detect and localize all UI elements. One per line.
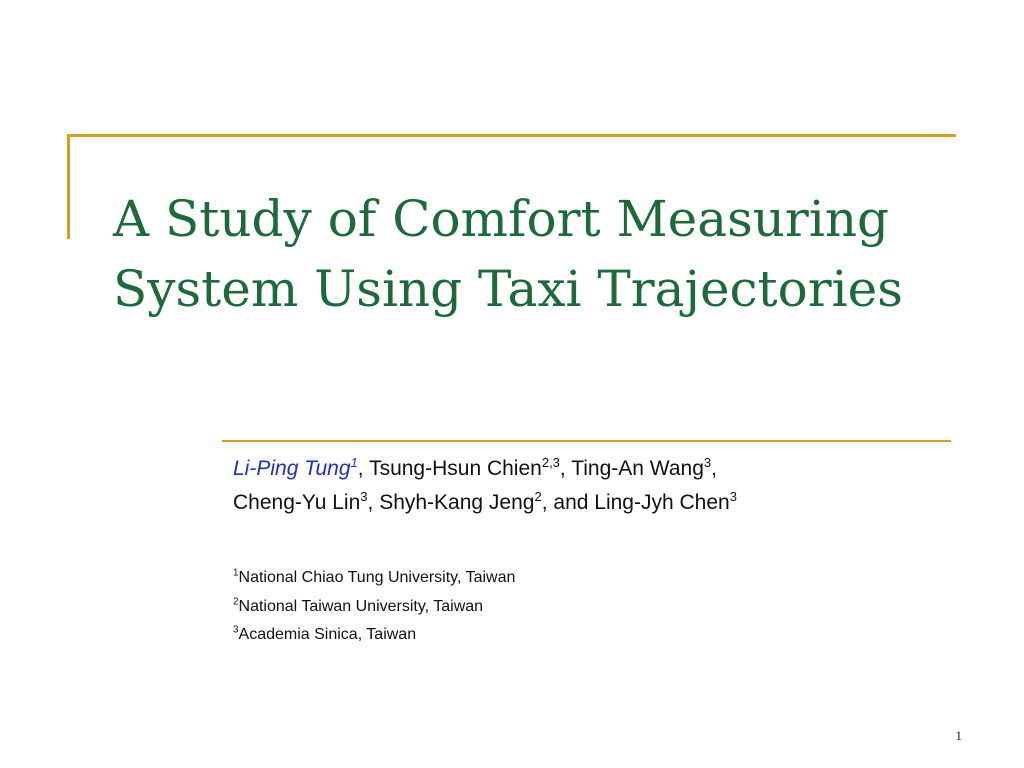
author-name: Ting-An Wang bbox=[571, 457, 704, 480]
page-number: 1 bbox=[955, 728, 962, 743]
author-name: Tsung-Hsun Chien bbox=[369, 457, 542, 480]
affiliation-name: National Taiwan University, Taiwan bbox=[238, 597, 484, 615]
affiliation-mark: 1 bbox=[233, 567, 239, 579]
author-separator: , bbox=[357, 457, 370, 480]
author-list bbox=[233, 452, 953, 520]
author-line-trailing: , bbox=[711, 457, 717, 480]
author-affiliation-mark: 3 bbox=[360, 489, 368, 504]
first-author-name: Li-Ping Tung bbox=[233, 457, 351, 480]
author-separator: , and bbox=[541, 491, 595, 514]
authors-rule bbox=[222, 440, 951, 442]
affiliation-item bbox=[233, 564, 933, 593]
affiliation-item bbox=[233, 621, 933, 650]
title-top-rule bbox=[67, 134, 956, 137]
slide-title bbox=[113, 184, 973, 324]
title-line-2: System Using Taxi Trajectories bbox=[113, 260, 903, 318]
author-line-2 bbox=[233, 486, 953, 520]
author-affiliation-mark: 3 bbox=[729, 489, 737, 504]
affiliation-list bbox=[233, 564, 933, 650]
author-affiliation-mark: 2 bbox=[534, 489, 542, 504]
affiliation-mark: 3 bbox=[233, 624, 239, 636]
title-line-1: A Study of Comfort Measuring bbox=[113, 190, 890, 248]
author-affiliation-mark: 2,3 bbox=[541, 455, 560, 470]
affiliation-mark: 2 bbox=[233, 596, 239, 608]
author-name: Shyh-Kang Jeng bbox=[379, 491, 535, 514]
author-affiliation-mark: 3 bbox=[703, 455, 712, 470]
author-line-1 bbox=[233, 452, 953, 486]
author-name: Cheng-Yu Lin bbox=[233, 491, 361, 514]
affiliation-name: National Chiao Tung University, Taiwan bbox=[238, 569, 516, 586]
title-left-rule bbox=[67, 134, 70, 239]
first-author bbox=[233, 457, 358, 480]
author-separator: , bbox=[367, 491, 380, 514]
affiliation-name: Academia Sinica, Taiwan bbox=[238, 626, 417, 643]
author-name: Ling-Jyh Chen bbox=[594, 491, 730, 514]
affiliation-item bbox=[233, 593, 933, 622]
author-separator: , bbox=[559, 457, 572, 480]
first-author-affiliation-mark: 1 bbox=[350, 455, 358, 470]
